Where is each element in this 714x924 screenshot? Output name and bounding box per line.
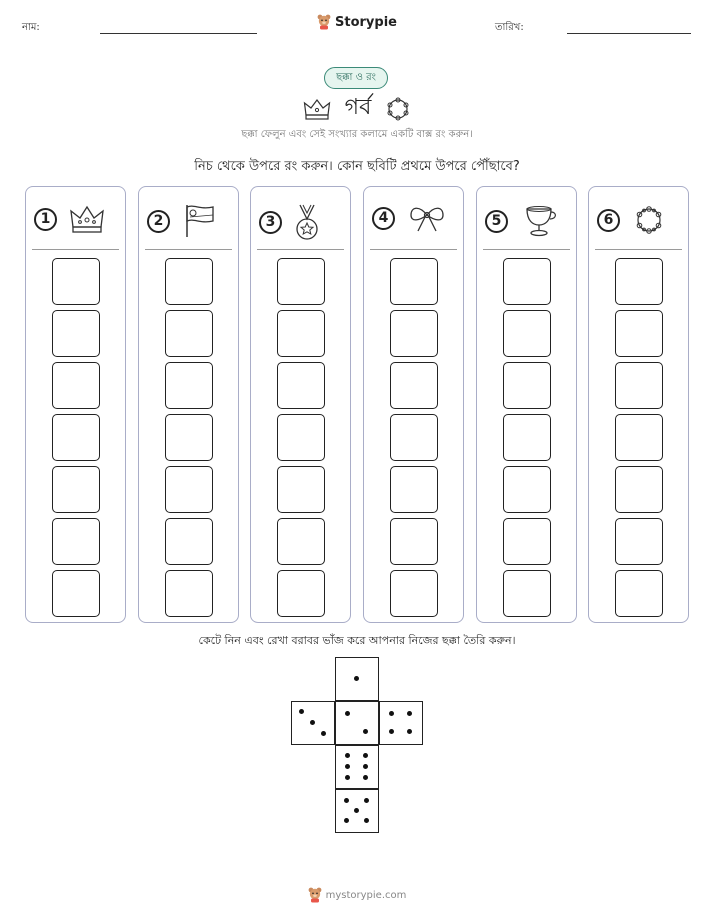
- color-box[interactable]: [503, 258, 551, 305]
- die-pip: [364, 798, 369, 803]
- color-box[interactable]: [52, 414, 100, 461]
- column-header: [485, 203, 558, 239]
- color-box[interactable]: [277, 414, 325, 461]
- color-box[interactable]: [277, 362, 325, 409]
- die-pip: [363, 775, 368, 780]
- trophy-cup-icon: [520, 203, 558, 239]
- color-box[interactable]: [503, 362, 551, 409]
- name-label: নাম:: [22, 22, 40, 33]
- crown-icon: [69, 203, 105, 235]
- die-pip: [363, 729, 368, 734]
- footer: [0, 887, 714, 903]
- die-pip: [363, 764, 368, 769]
- bear-icon: [308, 887, 322, 903]
- column-6: [588, 186, 689, 623]
- column-divider: [483, 249, 570, 250]
- color-box[interactable]: [503, 518, 551, 565]
- name-field-line[interactable]: [100, 33, 257, 34]
- column-divider: [32, 249, 119, 250]
- color-box[interactable]: [503, 466, 551, 513]
- die-pip: [389, 729, 394, 734]
- column-divider: [145, 249, 232, 250]
- color-box[interactable]: [277, 258, 325, 305]
- color-box[interactable]: [390, 518, 438, 565]
- color-box[interactable]: [390, 362, 438, 409]
- die-pip: [344, 798, 349, 803]
- bow-icon: [407, 203, 447, 233]
- color-box[interactable]: [165, 518, 213, 565]
- color-box[interactable]: [165, 258, 213, 305]
- die-pip: [345, 711, 350, 716]
- column-divider: [370, 249, 457, 250]
- die-face-1: [335, 657, 379, 701]
- date-field-line[interactable]: [567, 33, 691, 34]
- column-number: 1: [34, 208, 57, 231]
- bear-icon: [317, 14, 331, 30]
- color-box[interactable]: [390, 310, 438, 357]
- color-box[interactable]: [52, 466, 100, 513]
- die-pip: [310, 720, 315, 725]
- column-header: [372, 203, 447, 233]
- wreath-icon: [632, 203, 666, 237]
- die-face-4: [379, 701, 423, 745]
- color-box[interactable]: [277, 310, 325, 357]
- footer-url: mystorypie.com: [325, 889, 407, 901]
- column-header: [259, 203, 320, 241]
- die-pip: [344, 818, 349, 823]
- column-4: [363, 186, 464, 623]
- die-face-3: [291, 701, 335, 745]
- date-label: তারিখ:: [495, 22, 524, 33]
- die-pip: [364, 818, 369, 823]
- die-pip: [299, 709, 304, 714]
- die-pip: [345, 764, 350, 769]
- title-row: [0, 90, 714, 127]
- die-pip: [407, 711, 412, 716]
- column-number: 2: [147, 210, 170, 233]
- crown-icon: [303, 97, 331, 121]
- color-box[interactable]: [165, 414, 213, 461]
- column-number: 3: [259, 211, 282, 234]
- color-box[interactable]: [277, 518, 325, 565]
- color-box[interactable]: [615, 362, 663, 409]
- column-divider: [257, 249, 344, 250]
- color-box[interactable]: [615, 518, 663, 565]
- color-box[interactable]: [503, 414, 551, 461]
- die-face-5: [335, 789, 379, 833]
- color-box[interactable]: [390, 466, 438, 513]
- color-box[interactable]: [615, 258, 663, 305]
- color-box[interactable]: [615, 414, 663, 461]
- die-pip: [345, 775, 350, 780]
- die-face-2: [335, 701, 379, 745]
- color-box[interactable]: [52, 258, 100, 305]
- die-pip: [354, 808, 359, 813]
- column-header: [34, 203, 105, 235]
- column-divider: [595, 249, 682, 250]
- color-box[interactable]: [277, 570, 325, 617]
- column-5: [476, 186, 577, 623]
- brand-logo: [0, 14, 714, 30]
- column-number: 6: [597, 209, 620, 232]
- column-2: [138, 186, 239, 623]
- color-box[interactable]: [503, 570, 551, 617]
- die-face-6: [335, 745, 379, 789]
- wreath-icon: [385, 96, 411, 122]
- color-box[interactable]: [390, 414, 438, 461]
- subtitle: ছক্কা ফেলুন এবং সেই সংখ্যার কলামে একটি বাক্স রং করুন।: [241, 129, 473, 140]
- color-box[interactable]: [390, 570, 438, 617]
- page-title: গর্ব: [344, 95, 372, 120]
- color-box[interactable]: [165, 570, 213, 617]
- instruction: নিচ থেকে উপরে রং করুন। কোন ছবিটি প্রথমে উপরে পৌঁছাবে?: [194, 159, 520, 174]
- medal-icon: [294, 203, 320, 241]
- die-pip: [363, 753, 368, 758]
- cut-instruction: কেটে নিন এবং রেখা বরাবর ভাঁজ করে আপনার নিজের ছক্কা তৈরি করুন।: [198, 634, 516, 647]
- color-box[interactable]: [503, 310, 551, 357]
- activity-tag: ছক্কা ও রং: [324, 67, 388, 89]
- column-header: [147, 203, 216, 239]
- color-box[interactable]: [52, 362, 100, 409]
- flag-icon: [182, 203, 216, 239]
- die-pip: [354, 676, 359, 681]
- color-box[interactable]: [52, 570, 100, 617]
- column-3: [250, 186, 351, 623]
- color-box[interactable]: [165, 310, 213, 357]
- color-box[interactable]: [390, 258, 438, 305]
- column-number: 5: [485, 210, 508, 233]
- color-box[interactable]: [615, 570, 663, 617]
- color-box[interactable]: [277, 466, 325, 513]
- column-1: [25, 186, 126, 623]
- die-pip: [345, 753, 350, 758]
- die-pip: [389, 711, 394, 716]
- color-box[interactable]: [165, 466, 213, 513]
- column-number: 4: [372, 207, 395, 230]
- color-box[interactable]: [52, 518, 100, 565]
- color-box[interactable]: [165, 362, 213, 409]
- die-pip: [321, 731, 326, 736]
- column-header: [597, 203, 666, 237]
- die-pip: [407, 729, 412, 734]
- color-box[interactable]: [615, 310, 663, 357]
- color-box[interactable]: [615, 466, 663, 513]
- brand-name: Storypie: [335, 14, 397, 30]
- color-box[interactable]: [52, 310, 100, 357]
